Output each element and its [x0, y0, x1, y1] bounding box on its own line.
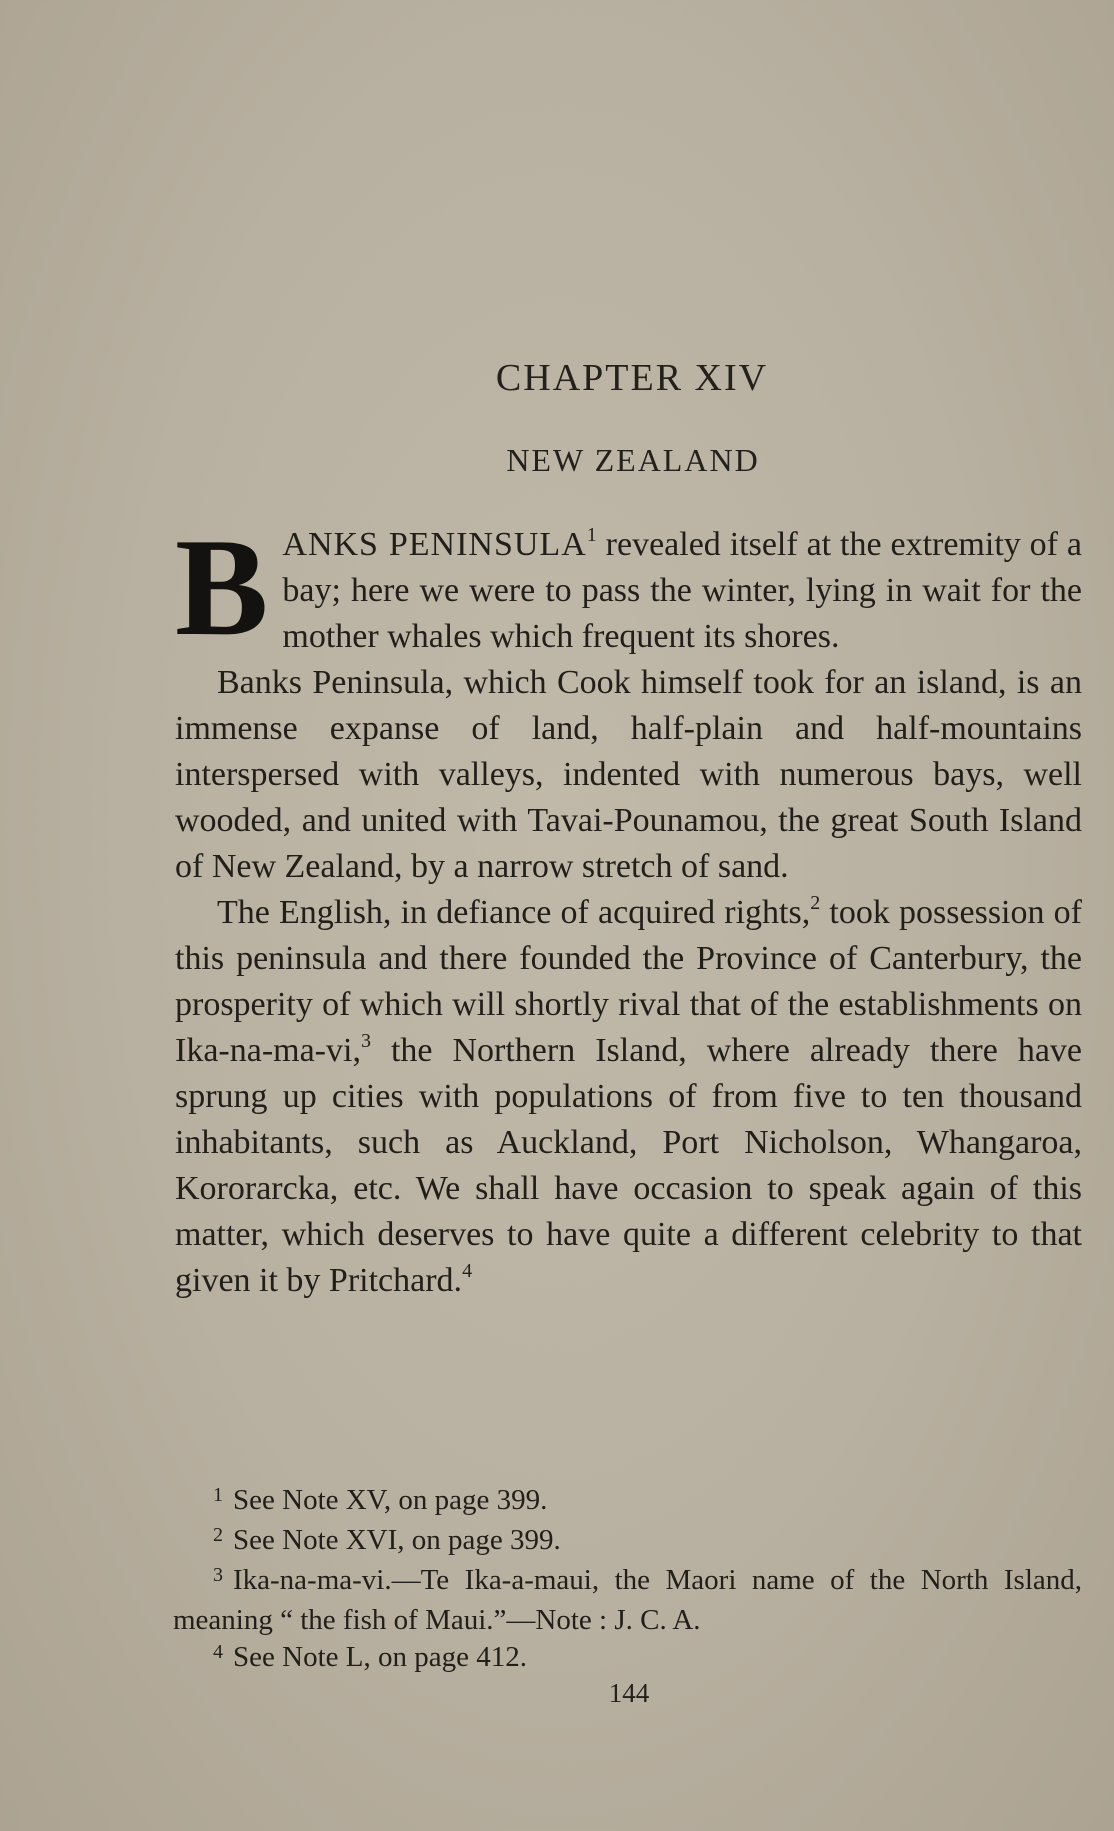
footnote-text: See Note L, on page 412. [233, 1641, 527, 1673]
footnote-3 [173, 1562, 1082, 1639]
footnote-1 [173, 1482, 1082, 1522]
footnote-text: See Note XV, on page 399. [233, 1484, 548, 1516]
footnote-ref-1: 1 [586, 523, 597, 546]
footnote-text: See Note XVI, on page 399. [233, 1524, 561, 1556]
footnote-2 [173, 1522, 1082, 1562]
paragraph-3 [175, 890, 1082, 1304]
chapter-number: CHAPTER XIV [495, 357, 769, 399]
paragraph-3-text-a: The English, in defiance of acquired rights, [217, 894, 811, 931]
paragraph-3-text-b: took possession of this peninsula and there founded the Province of Canterbury, the prosperity of which will shortly rival that of the establishments on Ika-na-ma-vi, [175, 894, 1083, 1069]
paragraph-3-text-c: the Northern Island, where already there have sprung up cities with populations of from five to ten thousand inhabitants, such as Auckland, Port Nicholson, Whangaroa, Kororarcka, etc. We shall have occasion to speak again of this matter, which deserves to have quite a different celebrity to that given it by Pritchard. [175, 1032, 1082, 1299]
footnote-4 [173, 1639, 1082, 1679]
footnote-text: Ika-na-ma-vi.—Te Ika-a-maui, the Maori name of the North Island, meaning “ the fish of Maui.”—Note : J. C. A. [173, 1564, 1082, 1636]
footnote-number: 3 [213, 1564, 223, 1586]
footnote-ref-2: 2 [810, 891, 821, 914]
lead-in-caps: ANKS PENINSULA [282, 526, 587, 563]
drop-cap-letter: B [175, 510, 269, 665]
chapter-title: NEW ZEALAND [506, 442, 760, 478]
paragraph-1 [175, 510, 1082, 665]
paragraph-1-text: revealed itself at the extremity of a bay; here we were to pass the winter, lying in wait for the mother whales which frequent its shores. [282, 526, 1082, 655]
page-number: 144 [608, 1678, 650, 1708]
chapter-body [175, 510, 1083, 1304]
footnote-number: 4 [213, 1641, 223, 1663]
footnote-ref-4: 4 [462, 1259, 473, 1282]
footnotes [173, 1482, 1082, 1679]
footnote-ref-3: 3 [360, 1029, 371, 1052]
footnote-number: 1 [213, 1484, 223, 1506]
footnote-number: 2 [213, 1524, 223, 1546]
paragraph-2: Banks Peninsula, which Cook himself took for an island, is an immense expanse of land, half-plain and half-mountains interspersed with valleys, indented with numerous bays, well wooded, and united with Tavai-Pounamou, the great South Island of New Zealand, by a narrow stretch of sand. [175, 664, 1082, 885]
